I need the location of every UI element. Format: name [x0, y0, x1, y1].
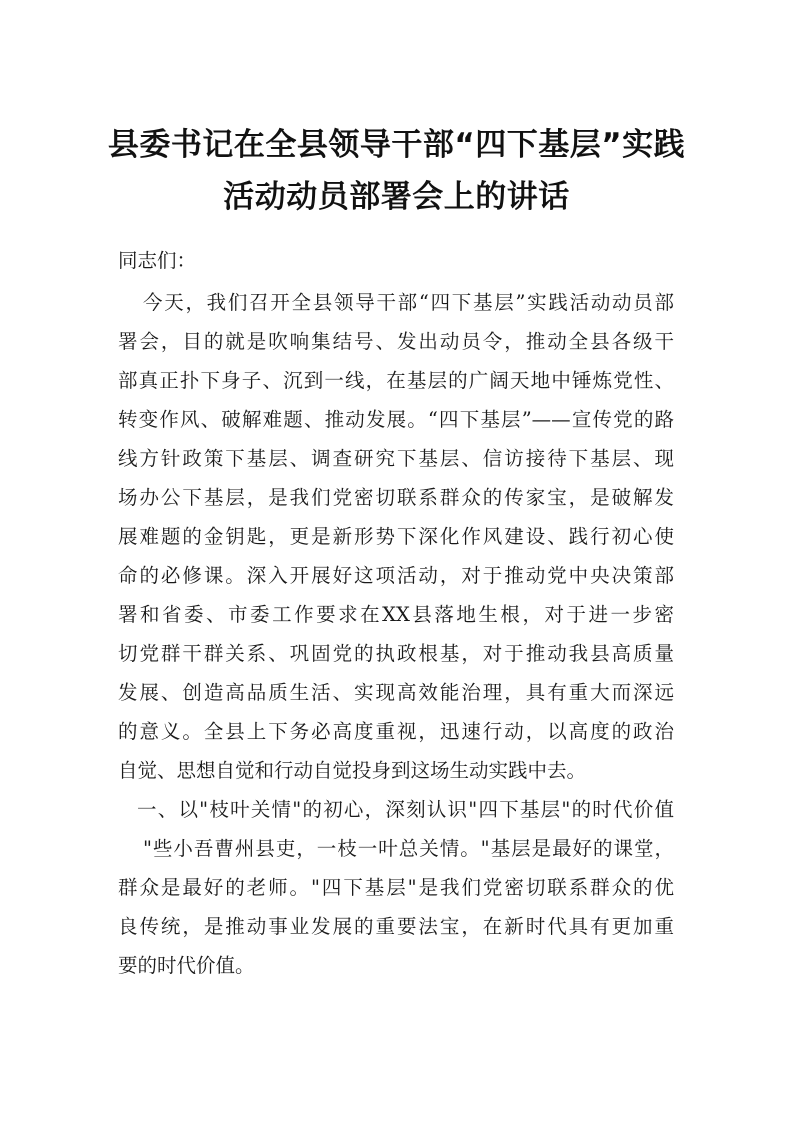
paragraph-line: 转变作风、破解难题、推动发展。“四下基层”——宣传党的路 — [118, 408, 674, 431]
document-title-line-1: 县委书记在全县领导干部“四下基层”实践 — [107, 127, 686, 163]
paragraph-line: 部真正扑下身子、沉到一线，在基层的广阔天地中锤炼党性、 — [118, 369, 674, 392]
paragraph-line: 发展、创造高品质生活、实现高效能治理，具有重大而深远 — [118, 681, 674, 704]
paragraph-line: 良传统，是推动事业发展的重要法宝，在新时代具有更加重 — [118, 915, 674, 938]
paragraph-line: "些小吾曹州县吏，一枝一叶总关情。"基层是最好的课堂， — [143, 837, 674, 860]
paragraph-line: 展难题的金钥匙，更是新形势下深化作风建设、践行初心使 — [118, 525, 674, 548]
paragraph-line: 命的必修课。深入开展好这项活动，对于推动党中央决策部 — [118, 564, 674, 587]
section-heading-1: 一、以"枝叶关情"的初心，深刻认识"四下基层"的时代价值 — [137, 798, 674, 821]
paragraph-line: 的意义。全县上下务必高度重视，迅速行动，以高度的政治 — [118, 720, 674, 743]
paragraph-line: 线方针政策下基层、调查研究下基层、信访接待下基层、现 — [118, 447, 674, 470]
paragraph-line: 场办公下基层，是我们党密切联系群众的传家宝，是破解发 — [118, 486, 674, 509]
salutation: 同志们： — [118, 249, 197, 272]
paragraph-line: 今天，我们召开全县领导干部“四下基层”实践活动动员部 — [143, 291, 674, 314]
paragraph-line: 切党群干群关系、巩固党的执政根基，对于推动我县高质量 — [118, 642, 674, 665]
document-title-line-2: 活动动员部署会上的讲话 — [223, 179, 570, 215]
paragraph-line: 自觉、思想自觉和行动自觉投身到这场生动实践中去。 — [118, 759, 587, 782]
paragraph-line: 要的时代价值。 — [118, 954, 255, 977]
paragraph-line: 署和省委、市委工作要求在XX县落地生根，对于进一步密 — [118, 603, 674, 626]
paragraph-line: 群众是最好的老师。"四下基层"是我们党密切联系群众的优 — [118, 876, 674, 899]
paragraph-line: 署会，目的就是吹响集结号、发出动员令，推动全县各级干 — [118, 330, 674, 353]
